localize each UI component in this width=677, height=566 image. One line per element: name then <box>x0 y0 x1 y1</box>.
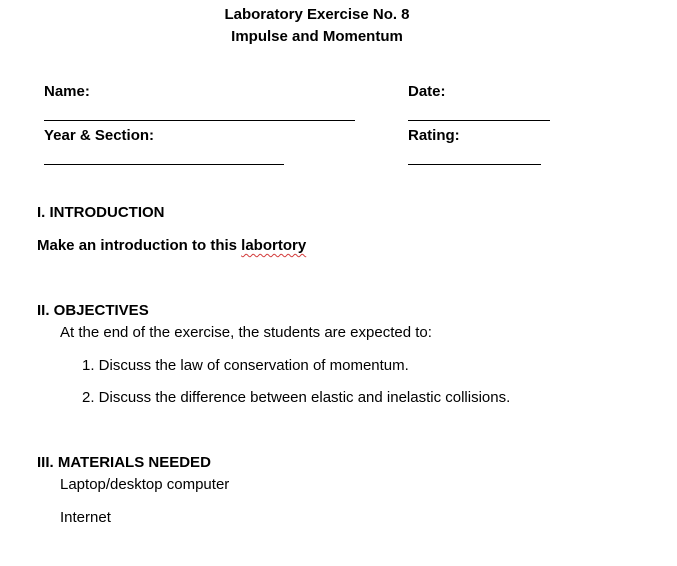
material-item: Laptop/desktop computer <box>60 476 230 493</box>
header-title-line2: Impulse and Momentum <box>231 28 403 45</box>
rating-label: Rating: <box>408 127 460 144</box>
header-title-line1: Laboratory Exercise No. 8 <box>224 6 410 23</box>
introduction-heading: I. INTRODUCTION <box>37 204 165 221</box>
date-label: Date: <box>408 83 446 100</box>
introduction-text: Make an introduction to this <box>37 237 242 254</box>
name-label: Name: <box>44 83 90 100</box>
rating-field-line <box>408 164 541 165</box>
objectives-intro: At the end of the exercise, the students are expected to: <box>60 324 432 341</box>
introduction-body <box>37 237 306 254</box>
date-field-line <box>408 120 550 121</box>
year-section-field-line <box>44 164 284 165</box>
objective-item: 1. Discuss the law of conservation of momentum. <box>82 357 409 374</box>
material-item: Internet <box>60 509 111 526</box>
materials-heading: III. MATERIALS NEEDED <box>37 454 211 471</box>
name-field-line <box>44 120 355 121</box>
objective-item: 2. Discuss the difference between elastic and inelastic collisions. <box>82 389 511 406</box>
misspelled-word: labortory <box>241 237 307 254</box>
objectives-heading: II. OBJECTIVES <box>37 302 149 319</box>
year-section-label: Year & Section: <box>44 127 155 144</box>
